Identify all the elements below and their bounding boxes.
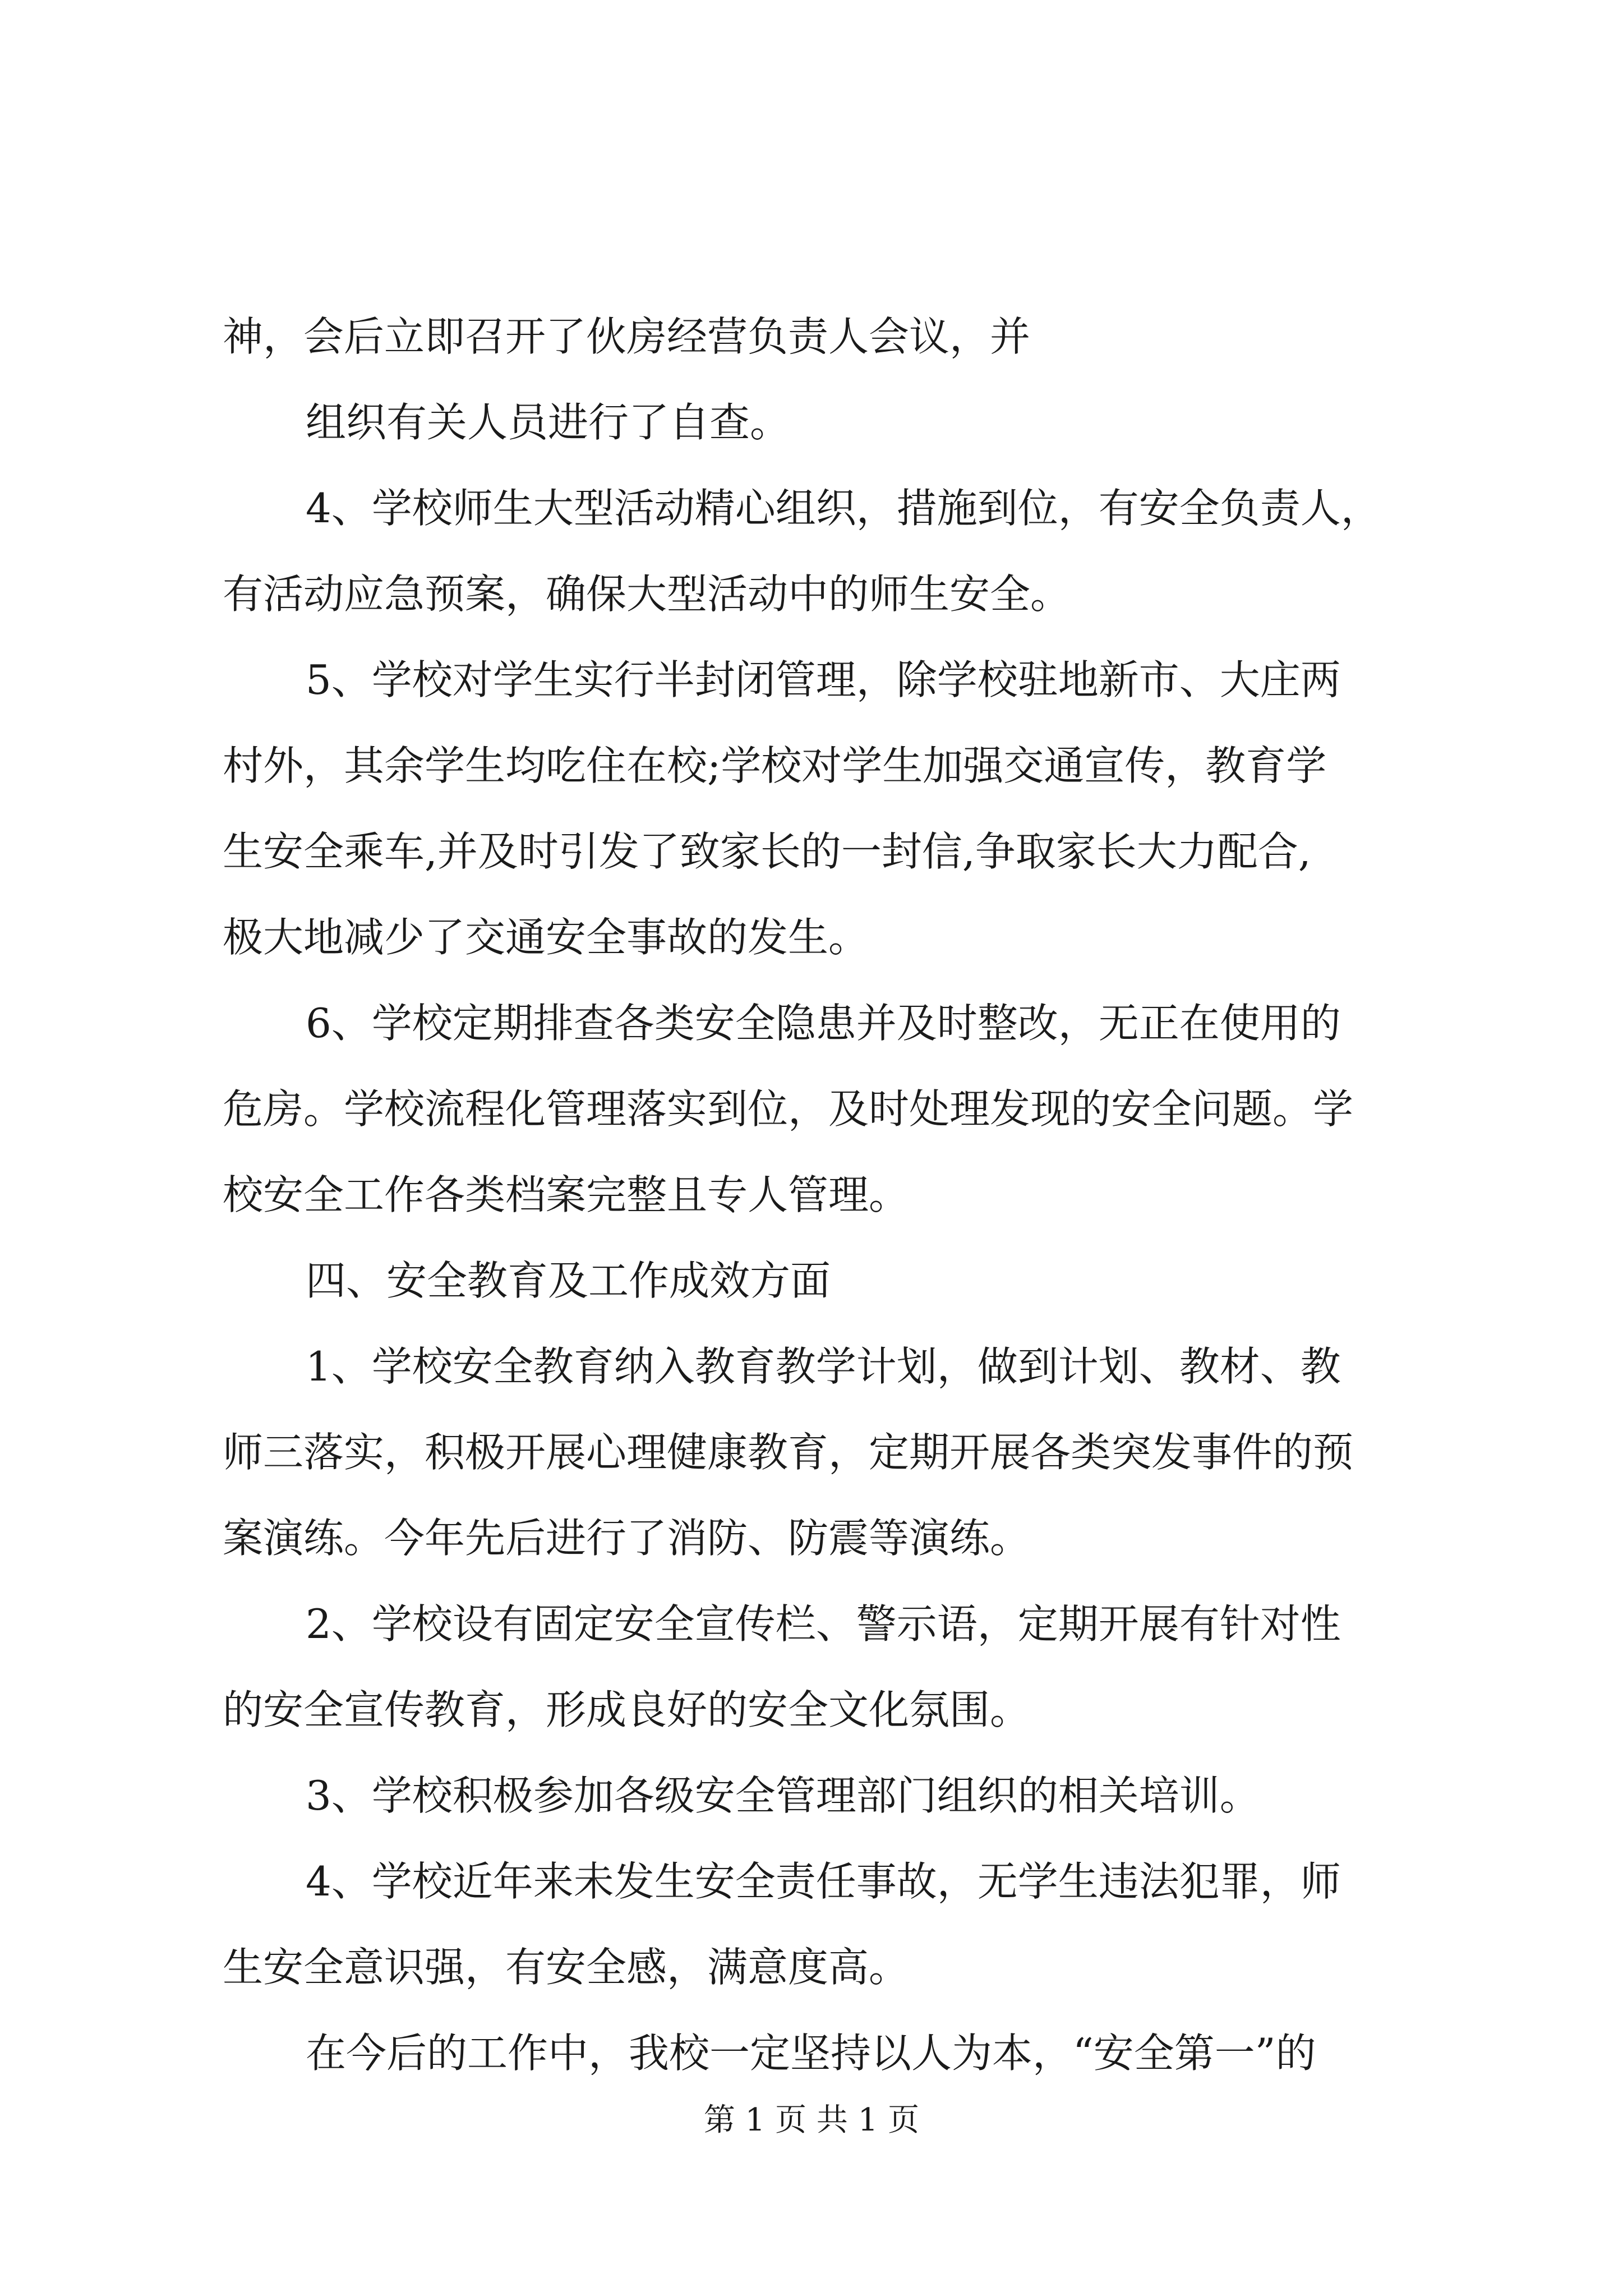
- section-heading: 四、安全教育及工作成效方面: [306, 1257, 831, 1304]
- body-text-line: 组织有关人员进行了自查。: [306, 399, 791, 446]
- body-text-line: 6、学校定期排查各类安全隐患并及时整改，无正在使用的: [306, 1000, 1341, 1047]
- body-text-line: 生安全意识强，有安全感，满意度高。: [223, 1944, 910, 1991]
- body-text-line: 3、学校积极参加各级安全管理部门组织的相关培训。: [306, 1772, 1260, 1819]
- body-text-line: 2、学校设有固定安全宣传栏、警示语，定期开展有针对性: [306, 1600, 1341, 1648]
- body-text-line: 极大地减少了交通安全事故的发生。: [223, 914, 869, 961]
- page-footer: 第 1 页 共 1 页: [703, 2102, 920, 2138]
- body-text-line: 案演练。今年先后进行了消防、防震等演练。: [223, 1515, 1031, 1562]
- body-text-line: 4、学校近年来未发生安全责任事故，无学生违法犯罪，师: [306, 1858, 1341, 1905]
- body-text-line: 危房。学校流程化管理落实到位，及时处理发现的安全问题。学: [223, 1085, 1354, 1133]
- body-text-line: 有活动应急预案，确保大型活动中的师生安全。: [223, 570, 1071, 618]
- body-text-line: 神，会后立即召开了伙房经营负责人会议，并: [223, 313, 1031, 360]
- body-text-line: 村外，其余学生均吃住在校;学校对学生加强交通宣传，教育学: [223, 742, 1327, 789]
- body-text-line: 校安全工作各类档案完整且专人管理。: [223, 1171, 910, 1218]
- body-text-line: 4、学校师生大型活动精心组织，措施到位，有安全负责人，: [306, 485, 1381, 532]
- body-text-line: 5、学校对学生实行半封闭管理，除学校驻地新市、大庄两: [306, 656, 1341, 703]
- body-text-line: 的安全宣传教育，形成良好的安全文化氛围。: [223, 1686, 1031, 1733]
- body-text-line: 师三落实，积极开展心理健康教育，定期开展各类突发事件的预: [223, 1429, 1354, 1476]
- body-text-line: 生安全乘车,并及时引发了致家长的一封信,争取家长大力配合,: [223, 828, 1311, 875]
- body-text-line: 在今后的工作中，我校一定坚持以人为本，“安全第一”的: [306, 2030, 1316, 2077]
- body-text-line: 1、学校安全教育纳入教育教学计划，做到计划、教材、教: [306, 1343, 1341, 1390]
